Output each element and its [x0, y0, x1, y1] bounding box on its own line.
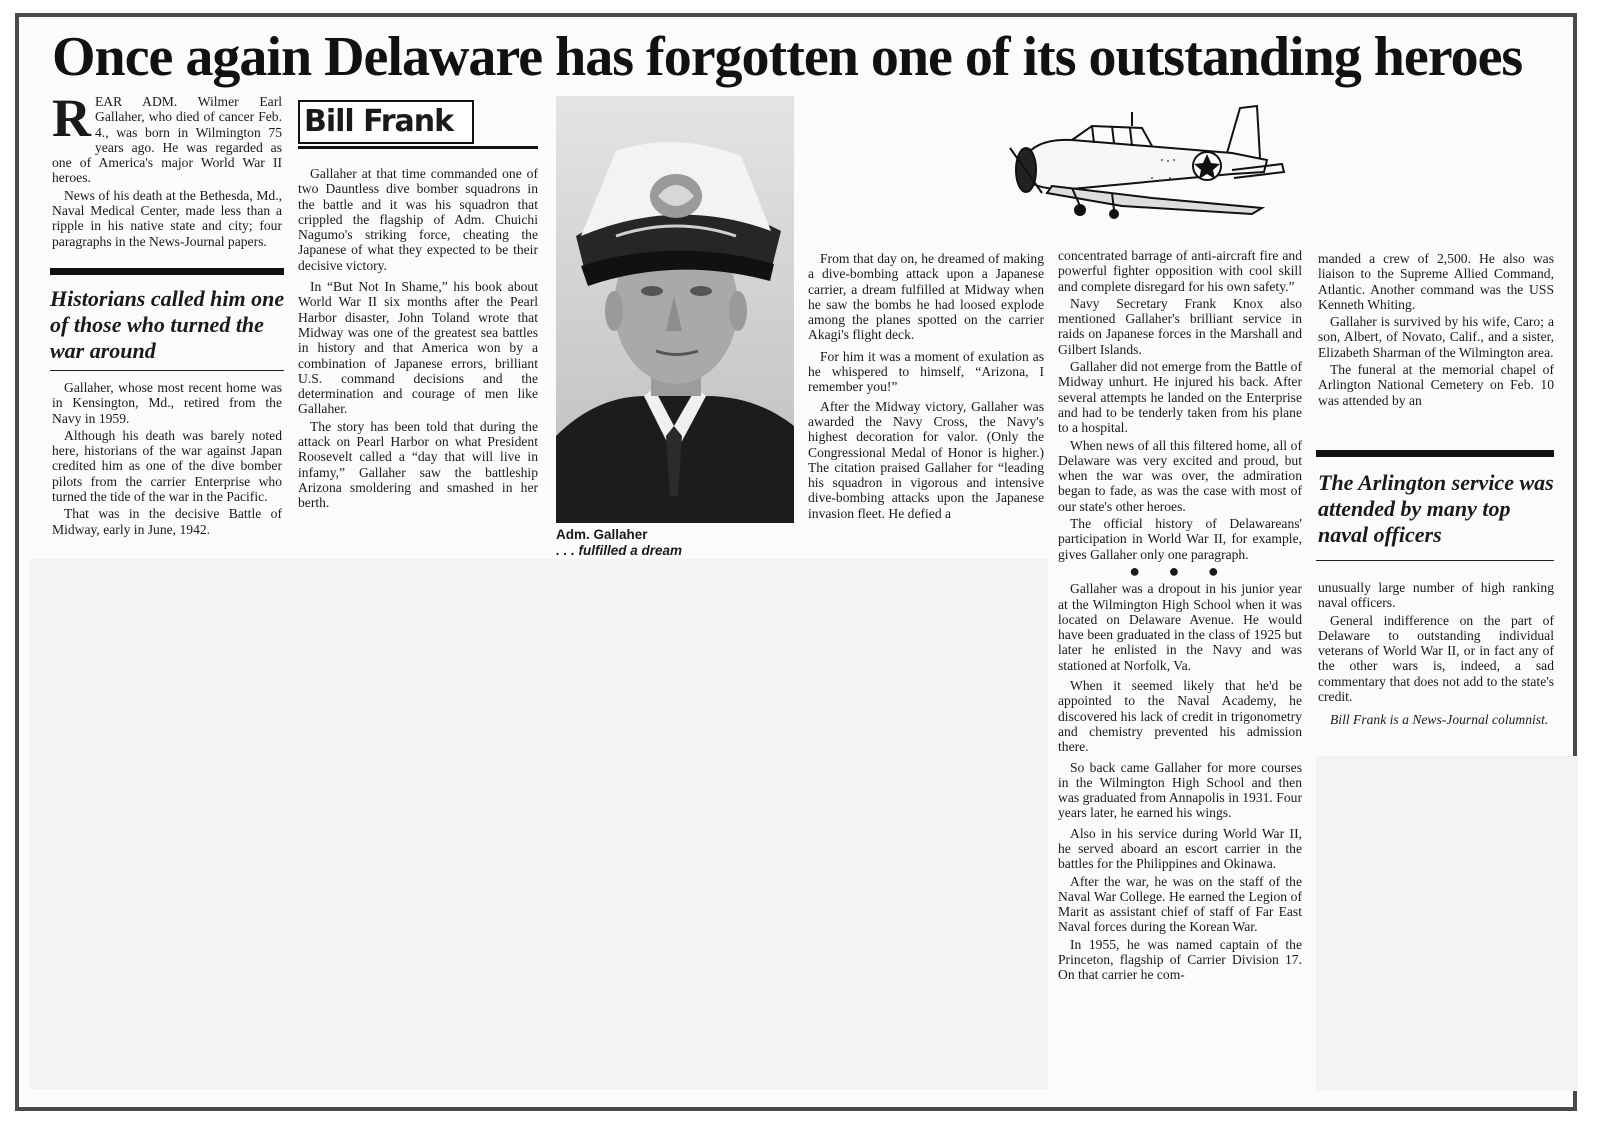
headline: Once again Delaware has forgotten one of its outstanding heroes: [52, 26, 1523, 88]
column-4: [1058, 248, 1302, 985]
pull-quote-rule-right: [1316, 560, 1554, 561]
col1-paragraph-1: EAR ADM. Wilmer Earl Gallaher, who died of cancer Feb. 4., was born in Wilmington 75 years ago. He was regarded as one of America's major World War II heroes.: [52, 94, 282, 186]
col3-paragraph-1: From that day on, he dreamed of making a dive-bombing attack upon a Japanese carrier, a dream fulfilled at Midway when he saw the bombs he had loosed explode among the planes spotted on the carrier Akagi's flight deck.: [808, 251, 1044, 343]
col4-paragraph-1: concentrated barrage of anti-aircraft fire and powerful fighter opposition with cool skill and complete disregard for his own safety.”: [1058, 248, 1302, 294]
pull-quote-2: The Arlington service was attended by many top naval officers: [1318, 470, 1554, 547]
photo-caption-subtitle: . . . fulfilled a dream: [556, 543, 683, 558]
section-rule: [50, 268, 284, 275]
col5-paragraph-3: The funeral at the memorial chapel of Arlington National Cemetery on Feb. 10 was attended by an: [1318, 362, 1554, 408]
col4-paragraph-3: Gallaher did not emerge from the Battle of Midway unhurt. He injured his back. After several attempts he landed on the Enterprise and had to be tenderly taken from his plane to a hospital.: [1058, 359, 1302, 436]
col3-paragraph-2: For him it was a moment of exulation as he whispered to himself, “Arizona, I remember you!”: [808, 348, 1044, 395]
col1-paragraph-4: Although his death was barely noted here, historians of the war against Japan credited him as one of the dive bomber pilots from the carrier Enterprise who turned the tide of the war in the Pacific.: [52, 427, 282, 505]
pull-quote-1: Historians called him one of those who turned the war around: [50, 286, 285, 363]
admiral-portrait-illustration: [556, 96, 794, 523]
col1-paragraph-2: News of his death at the Bethesda, Md., Naval Medical Center, made less than a ripple in his native state and city; four paragraphs in the News-Journal papers.: [52, 187, 282, 249]
col5-paragraph-5: General indifference on the part of Delaware to outstanding individual veterans of World War II, or in fact any of the other wars is, indeed, a sad commentary that does not add to the state's credit.: [1318, 612, 1554, 705]
column-1: [52, 88, 282, 251]
col4-paragraph-2: Navy Secretary Frank Knox also mentioned Gallaher's brilliant service in raids on Japanese forces in the Marshall and Gilbert Islands.: [1058, 295, 1302, 357]
airplane-icon: [1002, 98, 1292, 228]
column-2: [298, 166, 538, 513]
photo-caption-name: Adm. Gallaher: [556, 527, 648, 542]
col4-paragraph-10: After the war, he was on the staff of the Naval War College. He earned the Legion of Marit as assistant chief of staff of Far East Naval forces during the Korean War.: [1058, 873, 1302, 935]
col5-paragraph-4: unusually large number of high ranking naval officers.: [1318, 580, 1554, 611]
col5-paragraph-2: Gallaher is survived by his wife, Caro; a son, Albert, of Novato, Calif., and a sister, Elizabeth Sharman of the Wilmington area.: [1318, 314, 1554, 360]
col4-paragraph-6: Gallaher was a dropout in his junior year at the Wilmington High School when it was located on Delaware Avenue. He would have been graduated in the class of 1925 but later he enlisted in the Navy and was stationed at Norfolk, Va.: [1058, 581, 1302, 673]
section-rule-right: [1316, 450, 1554, 457]
column-5: [1318, 251, 1554, 410]
dive-bomber-illustration: [1002, 98, 1292, 228]
author-tagline: Bill Frank is a News-Journal columnist.: [1330, 712, 1549, 728]
section-break-dots: ● ● ●: [1129, 560, 1231, 581]
byline-rule: [298, 146, 538, 149]
col3-paragraph-3: After the Midway victory, Gallaher was awarded the Navy Cross, the Navy's highest decoration for valor. (Only the Congressional Medal of Honor is higher.) The citation praised Gallaher for “leading his squadron in vigorous and intensive dive-bombing attacks upon the Japanese invasion fleet. He defied a: [808, 398, 1044, 521]
col2-paragraph-2: In “But Not In Shame,” his book about World War II six months after the Pearl Harbor disaster, John Toland wrote that Midway was one of the greatest sea battles in history and that America won by a combination of Japanese errors, brilliant U.S. command decisions and the determination and courage of men like Gallaher.: [298, 279, 538, 417]
column-3: [808, 251, 1044, 523]
blank-area-right: [1316, 756, 1578, 1091]
blank-area: [30, 559, 1048, 1089]
col5-paragraph-1: manded a crew of 2,500. He also was liaison to the Supreme Allied Command, Atlantic. Another command was the USS Kenneth Whiting.: [1318, 251, 1554, 312]
col2-paragraph-1: Gallaher at that time commanded one of two Dauntless dive bomber squadrons in the battle and it was his squadron that crippled the flagship of Adm. Chuichi Nagumo's striking force, cheating the Japanese of what they expected to be their decisive victory.: [298, 166, 538, 273]
column-5-continued: [1318, 580, 1554, 730]
byline: Bill Frank: [298, 100, 474, 144]
col4-paragraph-11: In 1955, he was named captain of the Princeton, flagship of Carrier Division 17. On that carrier he com-: [1058, 936, 1302, 983]
col2-paragraph-3: The story has been told that during the attack on Pearl Harbor on what President Roosevelt called a “day that will live in infamy,” Gallaher saw the battleship Arizona smoldering and smashed in her berth.: [298, 418, 538, 511]
col1-paragraph-5: That was in the decisive Battle of Midway, early in June, 1942.: [52, 506, 282, 537]
col4-paragraph-7: When it seemed likely that he'd be appointed to the Naval Academy, he discovered his lack of credit in trigonometry and chemistry prevented his admission there.: [1058, 678, 1302, 755]
admiral-portrait-photo: [556, 96, 794, 523]
col4-paragraph-4: When news of all this filtered home, all of Delaware was very excited and proud, but when the war was over, the admiration began to fade, as was the case with most of our state's other heroes.: [1058, 437, 1302, 514]
pull-quote-rule: [50, 370, 284, 371]
col4-paragraph-5: The official history of Delawareans' participation in World War II, for example, gives Gallaher only one paragraph.: [1058, 516, 1302, 562]
col4-paragraph-8: So back came Gallaher for more courses in the Wilmington High School and then was graduated from Annapolis in 1931. Four years later, he earned his wings.: [1058, 759, 1302, 821]
drop-cap: R: [52, 88, 91, 148]
col4-paragraph-9: Also in his service during World War II, he served aboard an escort carrier in the battles for the Philippines and Okinawa.: [1058, 825, 1302, 872]
col1-paragraph-3: Gallaher, whose most recent home was in Kensington, Md., retired from the Navy in 1959.: [52, 380, 282, 426]
column-1-continued: [52, 380, 282, 539]
